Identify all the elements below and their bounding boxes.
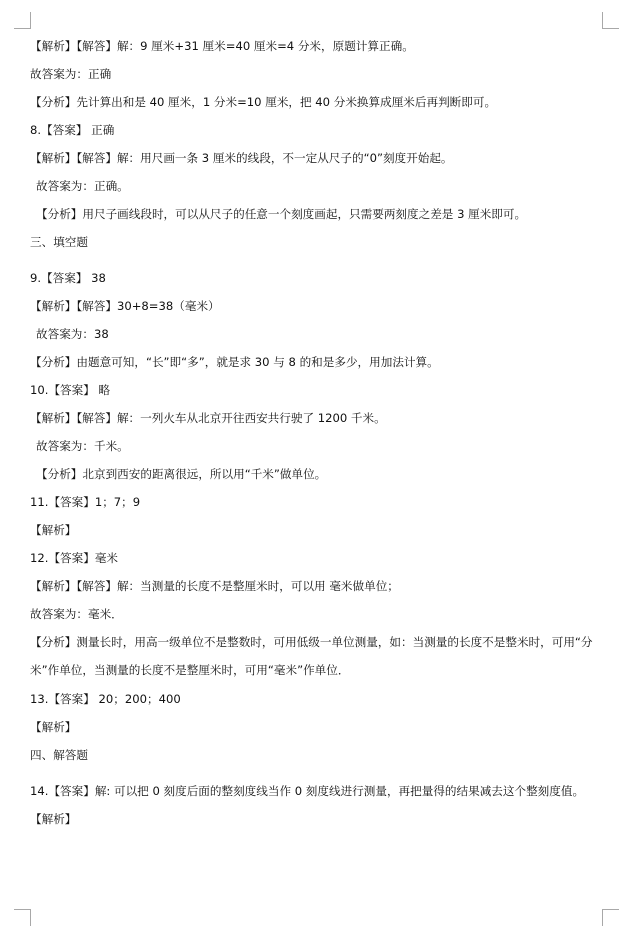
analysis-note-line: 【分析】先计算出和是 40 厘米，1 分米=10 厘米，把 40 分米换算成厘米后再判断即可。 [30, 95, 497, 109]
analysis-line: 【解析】【解答】解：用尺画一条 3 厘米的线段，不一定从尺子的“0”刻度开始起。 [30, 151, 453, 165]
answer-line: 故答案为：正确 [30, 67, 112, 81]
crop-mark-bottom-right [602, 909, 619, 926]
question-answer-heading: 14.【答案】解: 可以把 0 刻度后面的整刻度线当作 0 刻度线进行测量，再把量得的结果减去这个整刻度值。 [30, 784, 585, 798]
question-answer-heading: 13.【答案】 20；200；400 [30, 692, 181, 706]
analysis-line: 【解析】【解答】30+8=38（毫米） [30, 299, 220, 313]
analysis-line: 【解析】【解答】解：当测量的长度不是整厘米时，可以用 毫米做单位； [30, 579, 399, 593]
analysis-line: 【解析】【解答】解：9 厘米+31 厘米=40 厘米=4 分米，原题计算正确。 [30, 39, 414, 53]
question-answer-heading: 8.【答案】 正确 [30, 123, 115, 137]
question-answer-heading: 11.【答案】1；7；9 [30, 495, 141, 509]
analysis-line: 【解析】【解答】解：一列火车从北京开往西安共行驶了 1200 千米。 [30, 411, 386, 425]
analysis-note-line: 【分析】用尺子画线段时，可以从尺子的任意一个刻度画起，只需要两刻度之差是 3 厘米即可。 [36, 207, 527, 221]
section-heading: 四、解答题 [30, 748, 88, 762]
analysis-note-line: 【分析】由题意可知，“长”即“多”，就是求 30 与 8 的和是多少，用加法计算。 [30, 355, 439, 369]
analysis-line: 【解析】 [30, 812, 77, 826]
answer-line: 故答案为：正确。 [36, 179, 129, 193]
crop-mark-top-right [602, 12, 619, 29]
question-answer-heading: 9.【答案】 38 [30, 271, 106, 285]
section-heading: 三、填空题 [30, 235, 88, 249]
analysis-note-line: 【分析】北京到西安的距离很远，所以用“千米”做单位。 [36, 467, 327, 481]
analysis-note-paragraph: 【分析】测量长时，用高一级单位不是整数时，可用低级一单位测量，如：当测量的长度不是整米时，可用“分米”作单位，当测量的长度不是整厘米时，可用“毫米”作单位． [30, 635, 593, 677]
analysis-line: 【解析】 [30, 720, 77, 734]
crop-mark-bottom-left [14, 909, 31, 926]
answer-line: 故答案为：38 [36, 327, 109, 341]
question-answer-heading: 10.【答案】 略 [30, 383, 111, 397]
analysis-line: 【解析】 [30, 523, 77, 537]
crop-mark-top-left [14, 12, 31, 29]
answer-line: 故答案为：毫米． [30, 607, 123, 621]
answer-line: 故答案为：千米。 [36, 439, 129, 453]
question-answer-heading: 12.【答案】毫米 [30, 551, 119, 565]
